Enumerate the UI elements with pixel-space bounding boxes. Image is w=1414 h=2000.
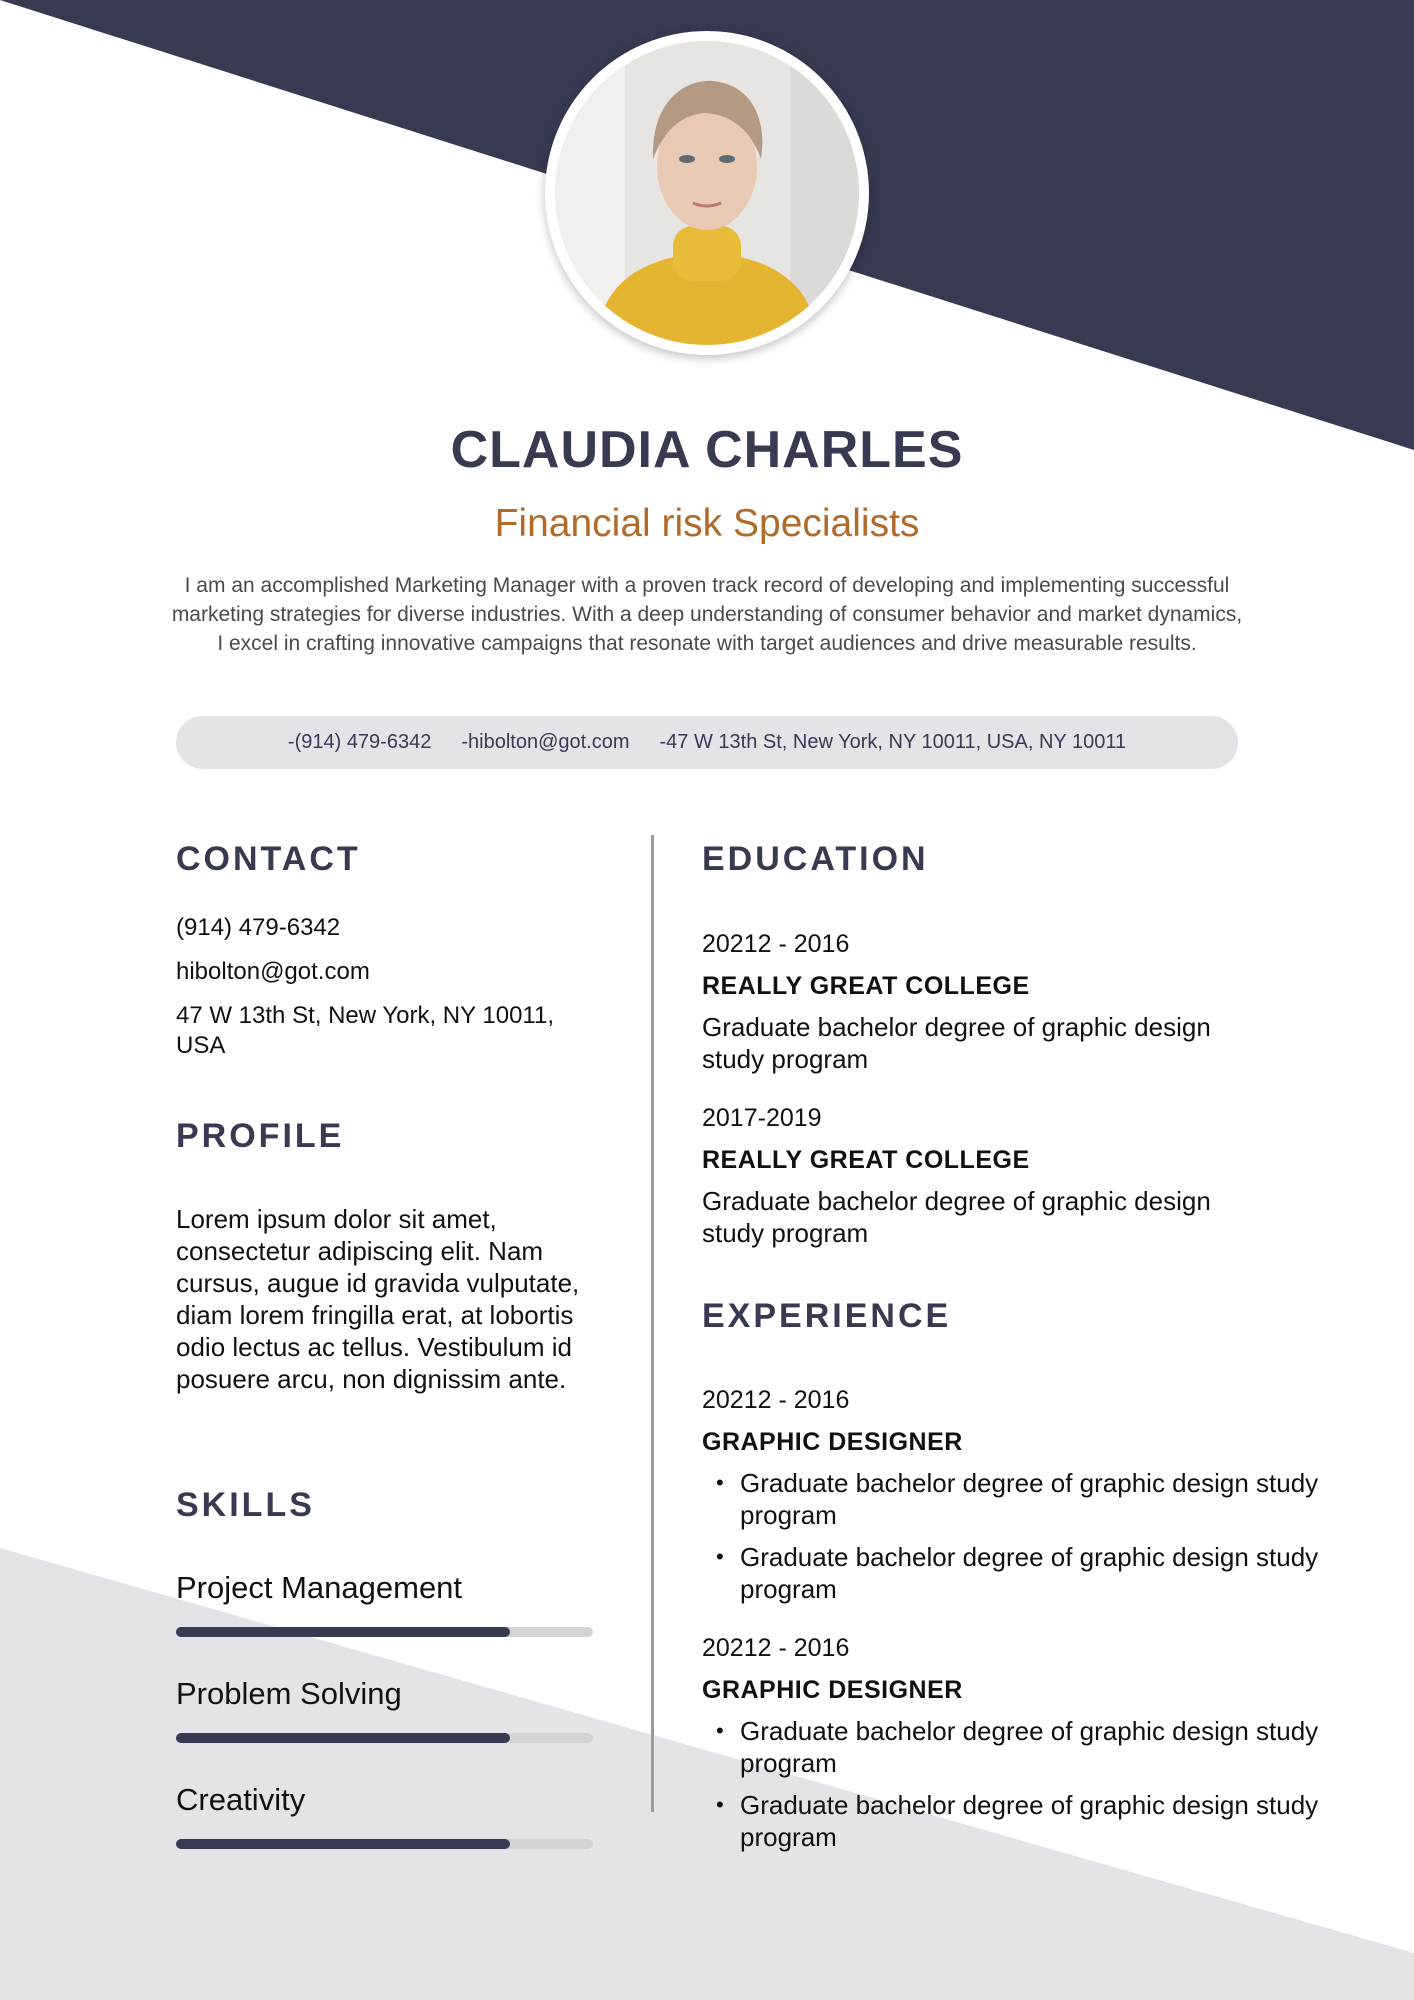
avatar: [555, 41, 859, 345]
skill-label: Problem Solving: [176, 1676, 402, 1711]
contact-address-line1: 47 W 13th St, New York, NY 10011,: [176, 1002, 554, 1029]
contact-bar-phone: -(914) 479-6342: [287, 731, 432, 753]
contact-email: hibolton@got.com: [176, 958, 370, 985]
experience-bullet: [702, 1715, 1342, 1779]
profile-heading: PROFILE: [176, 1117, 345, 1155]
candidate-name: CLAUDIA CHARLES: [450, 421, 964, 479]
skill-bar-fill: [176, 1839, 510, 1849]
candidate-role: Financial risk Specialists: [494, 502, 920, 545]
skill-bar-fill: [176, 1627, 510, 1637]
bullet-text: Graduate bachelor degree of graphic design study program: [740, 1790, 1319, 1852]
experience-position: GRAPHIC DESIGNER: [702, 1428, 963, 1456]
contact-heading: CONTACT: [176, 840, 361, 878]
bullet-text: Graduate bachelor degree of graphic design study program: [740, 1542, 1319, 1604]
profile-text: Lorem ipsum dolor sit amet, consectetur adipiscing elit. Nam cursus, augue id gravida vulputate, diam lorem fringilla erat, at lobortis odio lectus ac tellus. Vestibulum id posuere arcu, non dignissim ante.: [176, 1204, 580, 1394]
experience-heading: EXPERIENCE: [702, 1297, 952, 1335]
skill-bar-track: [176, 1839, 593, 1849]
contact-bar-email: -hibolton@got.com: [461, 731, 630, 753]
bullet-dot-icon: •: [716, 1470, 724, 1495]
column-divider: [651, 835, 654, 1812]
skill-bar-track: [176, 1627, 593, 1637]
contact-bar: [176, 716, 1238, 769]
contact-phone: (914) 479-6342: [176, 914, 341, 941]
experience-bullet: [702, 1789, 1342, 1853]
education-desc: Graduate bachelor degree of graphic design study program: [702, 1186, 1211, 1248]
bullet-text: Graduate bachelor degree of graphic design study program: [740, 1716, 1319, 1778]
contact-bar-address: -47 W 13th St, New York, NY 10011, USA, NY 10011: [659, 731, 1127, 753]
experience-bullet: [702, 1467, 1342, 1531]
summary-text: I am an accomplished Marketing Manager with a proven track record of developing and implementing successful marketing strategies for diverse industries. With a deep understanding of consumer behavior and market dynamics, I excel in crafting innovative campaigns that resonate with target audiences and drive measurable results.: [171, 574, 1243, 655]
education-desc: Graduate bachelor degree of graphic design study program: [702, 1012, 1211, 1074]
experience-position: GRAPHIC DESIGNER: [702, 1676, 963, 1704]
profile-photo: [545, 31, 869, 355]
experience-bullet: [702, 1541, 1342, 1605]
bullet-dot-icon: •: [716, 1792, 724, 1817]
education-years: 2017-2019: [702, 1104, 822, 1132]
bullet-dot-icon: •: [716, 1544, 724, 1569]
experience-bullets: [702, 1467, 1342, 1615]
bullet-text: Graduate bachelor degree of graphic design study program: [740, 1468, 1319, 1530]
portrait-illustration: [555, 41, 859, 345]
education-school: REALLY GREAT COLLEGE: [702, 1146, 1030, 1174]
bullet-dot-icon: •: [716, 1718, 724, 1743]
skill-label: Creativity: [176, 1782, 306, 1817]
skill-bar-track: [176, 1733, 593, 1743]
skill-label: Project Management: [176, 1570, 463, 1605]
contact-address-line2: USA: [176, 1032, 226, 1059]
education-school: REALLY GREAT COLLEGE: [702, 972, 1030, 1000]
experience-bullets: [702, 1715, 1342, 1863]
experience-years: 20212 - 2016: [702, 1386, 850, 1414]
experience-years: 20212 - 2016: [702, 1634, 850, 1662]
education-heading: EDUCATION: [702, 840, 929, 878]
skill-bar-fill: [176, 1733, 510, 1743]
education-years: 20212 - 2016: [702, 930, 850, 958]
skills-heading: SKILLS: [176, 1486, 315, 1524]
